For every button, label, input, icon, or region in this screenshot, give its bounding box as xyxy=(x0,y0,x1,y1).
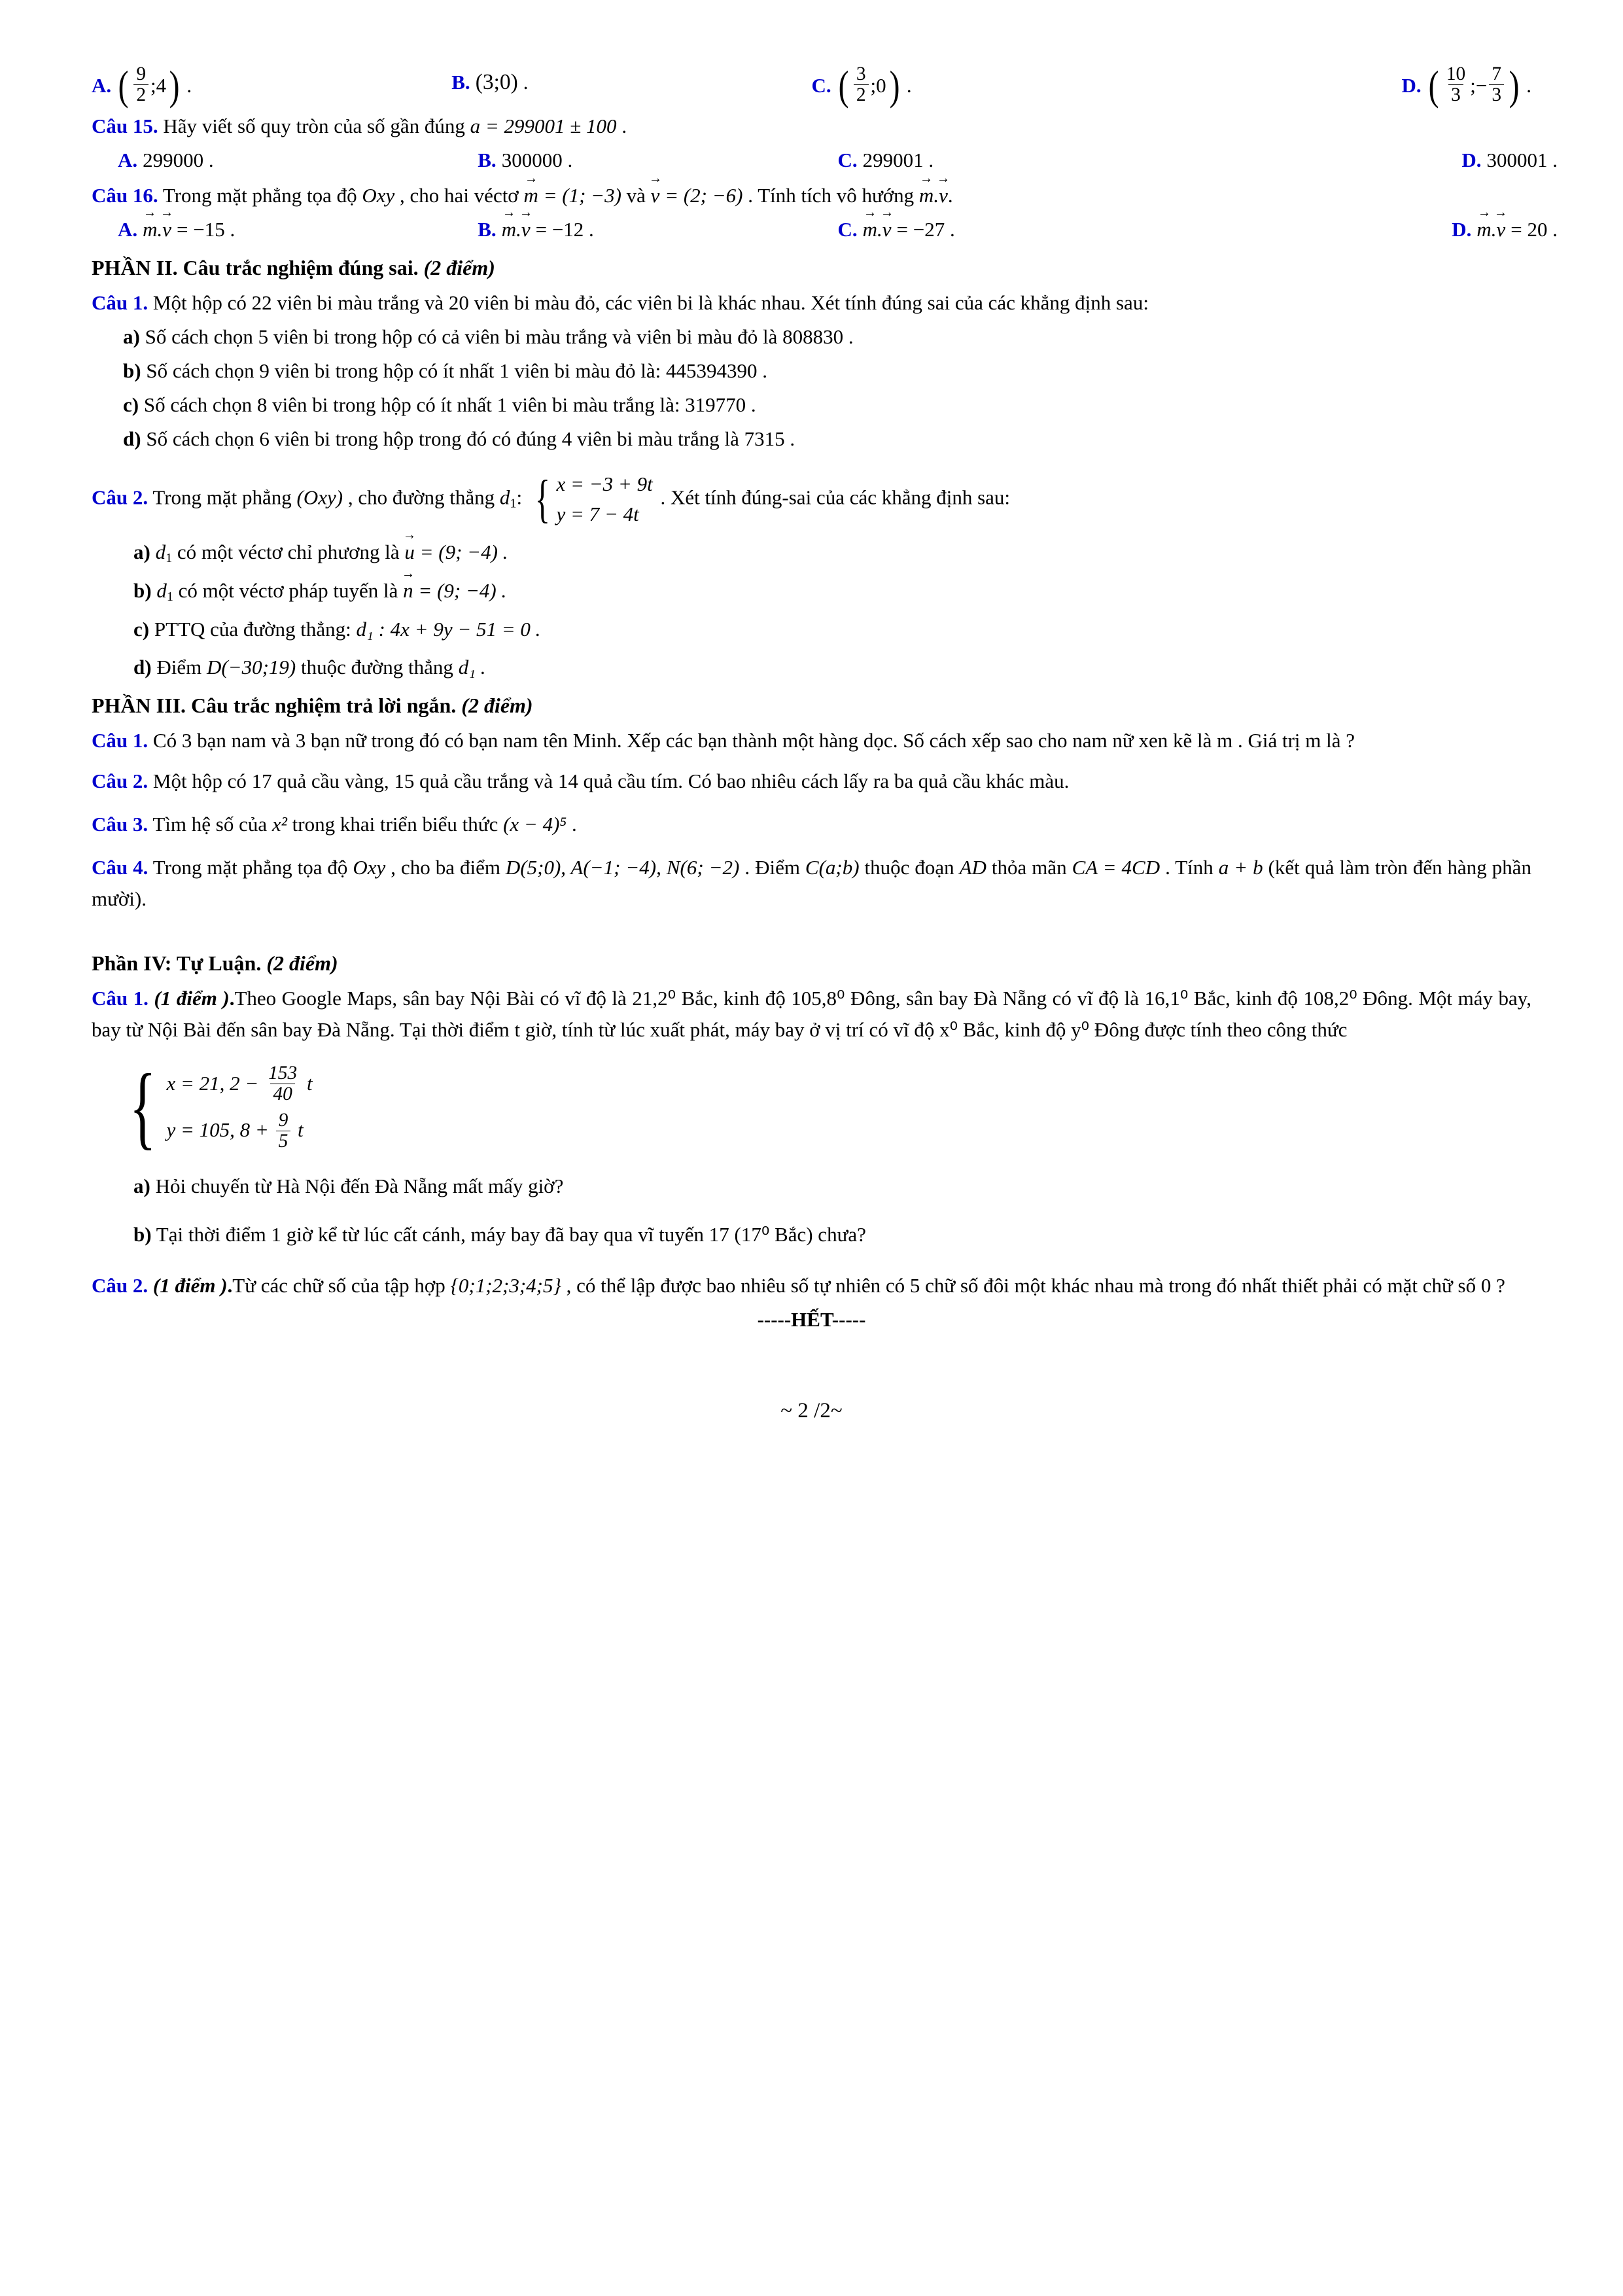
c2-item-b-sub: 1 xyxy=(166,590,173,605)
c2-item-c-text: PTTQ của đường thẳng: xyxy=(154,618,357,641)
c2-item-b-text: có một véctơ pháp tuyến là xyxy=(173,579,404,603)
phan4-cau1-text: Theo Google Maps, sân bay Nội Bài có vĩ độ là 21,2⁰ Bắc, kinh độ 105,8⁰ Đông, sân bay Đà Nẵng có vĩ độ là 16,1⁰ Bắc, kinh độ 108,2⁰ Đông. Một máy bay, bay từ Nội Bài đến sân bay Đà Nẵng. Tại thời điểm t giờ, tính từ lúc xuất phát, máy bay ở vị trí có vĩ độ x⁰ Bắc, kinh độ y⁰ Đông được tính theo công thức xyxy=(92,986,1531,1041)
formula-row1-pre: x = 21, 2 − xyxy=(166,1072,259,1095)
phan3-cau3-t2: trong khai triển biểu thức xyxy=(292,813,504,836)
phan4-cau2-set: {0;1;2;3;4;5} xyxy=(450,1273,561,1297)
phan4-cau1-points: (1 điểm ) xyxy=(154,986,230,1010)
c2-item-a-key: a) xyxy=(133,540,150,563)
cau15-opt-c-label: C. xyxy=(837,148,858,171)
cau16-v-eq: = (2; −6) xyxy=(659,183,743,207)
phan4-cau1-dot: . xyxy=(229,986,235,1010)
cau15-label: Câu 15. xyxy=(92,114,158,137)
phan4-cau2-dot: . xyxy=(227,1273,233,1297)
option-b-label: B. xyxy=(451,70,470,94)
phan3-cau3-math2: (x − 4)⁵ xyxy=(503,813,567,836)
phan2-cau1-label: Câu 1. xyxy=(92,291,148,314)
phan3-cau2-label: Câu 2. xyxy=(92,769,148,793)
cau16-option-b[interactable]: B. m →.v → = −12 . xyxy=(478,214,837,245)
cau16-t4: . Tính tích vô hướng xyxy=(748,183,919,207)
cau16-option-c[interactable]: C. m →.v → = −27 . xyxy=(838,214,1198,245)
phan3-cau3-label: Câu 3. xyxy=(92,813,148,836)
c2-item-b-pre: d xyxy=(156,579,167,603)
opt-a-frac-den: 2 xyxy=(133,84,148,105)
phan3-cau4-c: C(a;b) xyxy=(805,856,860,879)
phan3-cau3-math1: x² xyxy=(271,813,287,836)
option-d-label: D. xyxy=(1401,74,1422,97)
p4-item-a-key: a) xyxy=(133,1174,150,1197)
phan3-cau4-t2: , cho ba điểm xyxy=(391,856,506,879)
option-c[interactable] xyxy=(811,62,1172,109)
option-a-label: A. xyxy=(92,74,112,97)
c2-item-c-math: d₁ : 4x + 9y − 51 = 0 . xyxy=(356,618,541,641)
cau15-opt-d-value: 300001 . xyxy=(1486,148,1558,171)
phan4-cau1 xyxy=(92,983,1531,1046)
cau16-t5: . xyxy=(947,183,953,207)
question-cau15 xyxy=(92,111,1531,142)
phan2-cau2-item-c xyxy=(133,614,1531,645)
formula-row2-post: t xyxy=(298,1118,304,1142)
vector-m-icon: m → xyxy=(523,180,538,211)
phan2-cau2 xyxy=(92,469,1531,530)
cau16-opt-d-label: D. xyxy=(1452,217,1472,241)
formula-row2-pre: y = 105, 8 + xyxy=(166,1118,269,1142)
answer-row-top xyxy=(92,62,1531,109)
cau16-t1: Trong mặt phẳng tọa độ xyxy=(162,183,362,207)
phan3-cau4-t6: . Tính xyxy=(1165,856,1219,879)
cau15-option-c[interactable] xyxy=(838,145,1198,176)
phan2-cau2-item-a xyxy=(133,537,1531,569)
c2-item-d-math2: d₁ . xyxy=(458,656,486,679)
cau16-t3: và xyxy=(626,183,651,207)
section-heading-phan2 xyxy=(92,252,1531,285)
option-c-label: C. xyxy=(811,74,831,97)
cau16-opt-a-label: A. xyxy=(118,217,138,241)
phan3-cau3 xyxy=(92,809,1531,840)
opt-b-suffix: . xyxy=(523,70,529,94)
cau16-t2: , cho hai véctơ xyxy=(400,183,524,207)
section-heading-phan4 xyxy=(92,947,1531,980)
phan4-cau2-t2: , có thể lập được bao nhiêu số tự nhiên có 5 chữ số đôi một khác nhau mà trong đó nhất thiết phải có mặt chữ số 0 ? xyxy=(566,1273,1505,1297)
phan2-cau2-t1: Trong mặt phẳng xyxy=(152,486,297,509)
phan2-cau1-item-d xyxy=(123,423,1531,455)
c2-item-a-text: có một véctơ chỉ phương là xyxy=(172,540,405,563)
c2-item-a-pre: d xyxy=(155,540,166,563)
vector-n-icon: n → xyxy=(403,575,413,607)
phan3-cau4-pts: D(5;0), A(−1; −4), N(6; −2) xyxy=(505,856,740,879)
phan2-cau2-item-b xyxy=(133,575,1531,607)
phan4-heading: Phần IV: Tự Luận. xyxy=(92,951,262,976)
opt-d-sep: ;− xyxy=(1470,74,1488,97)
vector-v-icon: v → xyxy=(651,180,660,211)
phan2-points: (2 điểm) xyxy=(423,256,495,280)
formula-row-2 xyxy=(166,1106,312,1153)
phan2-cau1-item-b xyxy=(123,355,1531,387)
sys-row-1: x = −3 + 9t xyxy=(556,472,653,495)
cau15-opt-d-label: D. xyxy=(1461,148,1482,171)
p4-item-a-text: Hỏi chuyến từ Hà Nội đến Đà Nẵng mất mấy giờ? xyxy=(155,1174,564,1197)
p4-item-b-key: b) xyxy=(133,1222,152,1246)
phan3-cau4-label: Câu 4. xyxy=(92,856,148,879)
phan3-cau1-text: Có 3 bạn nam và 3 bạn nữ trong đó có bạn nam tên Minh. Xếp các bạn thành một hàng dọc. Số cách xếp sao cho nam nữ xen kẽ là m . Giá trị m là ? xyxy=(152,729,1355,752)
opt-d-frac1-den: 3 xyxy=(1448,84,1463,105)
cau15-opt-a-label: A. xyxy=(118,148,138,171)
phan2-cau1-item-a xyxy=(123,321,1531,353)
cau15-opt-a-value: 299000 . xyxy=(143,148,214,171)
phan2-cau1 xyxy=(92,287,1531,319)
opt-d-frac2-den: 3 xyxy=(1489,84,1504,105)
phan2-cau2-t3: . Xét tính đúng-sai của các khẳng định sau: xyxy=(660,486,1011,509)
phan3-cau1 xyxy=(92,725,1531,756)
formula-row-1 xyxy=(166,1060,312,1106)
formula-row1-num: 153 xyxy=(268,1063,298,1084)
c2-item-d-text: Điểm xyxy=(156,656,207,679)
phan2-cau1-text: Một hộp có 22 viên bi màu trắng và 20 viên bi màu đỏ, các viên bi là khác nhau. Xét tính đúng sai của các khẳng định sau: xyxy=(152,291,1149,314)
phan2-heading: PHẦN II. Câu trắc nghiệm đúng sai. xyxy=(92,256,419,280)
option-a-value: ( $\frac{9}{2}$ ;4 ) xyxy=(118,62,180,109)
formula-row1-post: t xyxy=(306,1072,313,1095)
cau16-opt-a-value: = −15 . xyxy=(177,217,236,241)
answer-row-cau16 xyxy=(92,214,1558,245)
cau15-opt-b-value: 300000 . xyxy=(501,148,573,171)
vector-v-icon-2: v → xyxy=(939,180,948,211)
cau16-opt-c-label: C. xyxy=(837,217,858,241)
formula-row1-den: 40 xyxy=(270,1084,294,1104)
p4-item-b-text: Tại thời điểm 1 giờ kể từ lúc cất cánh, máy bay đã bay qua vĩ tuyến 17 (17⁰ Bắc) chưa? xyxy=(156,1222,866,1246)
phan3-heading: PHẦN III. Câu trắc nghiệm trả lời ngắn. xyxy=(92,694,457,718)
answer-row-cau15 xyxy=(92,145,1558,176)
item-a-text: Số cách chọn 5 viên bi trong hộp có cả viên bi màu trắng và viên bi màu đỏ là 808830 . xyxy=(145,325,854,348)
phan2-cau2-item-d xyxy=(133,652,1531,683)
c2-item-b-key: b) xyxy=(133,579,152,603)
phan2-cau2-colon: : xyxy=(516,486,523,509)
sys-row-2: y = 7 − 4t xyxy=(556,503,639,526)
end-marker: -----HẾT----- xyxy=(757,1307,866,1331)
phan3-cau4-cond: CA = 4CD xyxy=(1072,856,1161,879)
phan3-cau3-t3: . xyxy=(571,813,577,836)
phan2-cau2-d1-sub: 1 xyxy=(510,496,517,511)
opt-a-rest: ;4 xyxy=(150,74,167,97)
cau15-opt-b-label: B. xyxy=(478,148,497,171)
phan4-cau2-label: Câu 2. xyxy=(92,1273,148,1297)
item-c-text: Số cách chọn 8 viên bi trong hộp có ít nhất 1 viên bi màu trắng là: 319770 . xyxy=(143,393,756,416)
item-d-text: Số cách chọn 6 viên bi trong hộp trong đó có đúng 4 viên bi màu trắng là 7315 . xyxy=(146,427,795,450)
c2-item-a-sub: 1 xyxy=(166,550,173,565)
phan3-points: (2 điểm) xyxy=(461,694,533,718)
phan4-cau1-item-b xyxy=(133,1219,1531,1250)
phan2-cau2-label: Câu 2. xyxy=(92,486,148,509)
item-b-key: b) xyxy=(123,359,141,382)
phan2-cau2-t2: , cho đường thẳng xyxy=(347,486,500,509)
item-b-text: Số cách chọn 9 viên bi trong hộp có ít nhất 1 viên bi màu đỏ là: 445394390 . xyxy=(146,359,767,382)
item-a-key: a) xyxy=(123,325,140,348)
option-a[interactable] xyxy=(92,62,451,109)
phan2-cau1-item-c xyxy=(123,389,1531,421)
option-b[interactable] xyxy=(451,65,811,99)
vector-m-icon-2: m → xyxy=(919,180,934,211)
phan3-cau2 xyxy=(92,766,1531,797)
phan3-cau2-text: Một hộp có 17 quả cầu vàng, 15 quả cầu trắng và 14 quả cầu tím. Có bao nhiêu cách lấy ra ba quả cầu khác màu. xyxy=(152,769,1070,793)
opt-d-frac2-num: 7 xyxy=(1492,63,1502,84)
c2-item-a-eq: = (9; −4) . xyxy=(414,540,508,563)
cau16-opt-d-value: = 20 . xyxy=(1510,217,1558,241)
phan3-cau4-t3: . Điểm xyxy=(744,856,805,879)
item-c-key: c) xyxy=(123,393,139,416)
phan4-cau2-points: (1 điểm ) xyxy=(152,1273,228,1297)
phan3-cau1-label: Câu 1. xyxy=(92,729,148,752)
c2-item-d-key: d) xyxy=(133,656,152,679)
phan3-cau4-t1: Trong mặt phẳng tọa độ xyxy=(152,856,353,879)
cau16-option-d[interactable]: D. m →.v → = 20 . xyxy=(1198,214,1558,245)
phan4-cau2 xyxy=(92,1270,1531,1301)
phan3-cau4-t5: thỏa mãn xyxy=(991,856,1072,879)
cau16-option-a[interactable]: A. m →.v → = −15 . xyxy=(92,214,478,245)
cau16-label: Câu 16. xyxy=(92,183,158,207)
opt-c-frac-num: 3 xyxy=(856,63,866,84)
item-d-key: d) xyxy=(123,427,141,450)
section-heading-phan3 xyxy=(92,690,1531,722)
cau15-text: Hãy viết số quy tròn của số gần đúng xyxy=(163,114,470,137)
c2-item-d-text2: thuộc đường thẳng xyxy=(300,656,459,679)
phan3-cau4-t7: (kết quả làm tròn đến hàng phần mười). xyxy=(92,856,1532,911)
phan4-cau2-t1: Từ các chữ số của tập hợp xyxy=(232,1273,451,1297)
cau16-opt-b-label: B. xyxy=(478,217,497,241)
phan3-cau4 xyxy=(92,852,1531,915)
phan4-points: (2 điểm) xyxy=(266,951,338,976)
formula-row2-den: 5 xyxy=(276,1131,291,1152)
cau16-opt-c-value: = −27 . xyxy=(896,217,955,241)
c2-item-b-eq: = (9; −4) . xyxy=(413,579,507,603)
phan3-cau4-ad: AD xyxy=(959,856,986,879)
c2-item-c-key: c) xyxy=(133,618,150,641)
page-footer: ~ 2 /2~ xyxy=(780,1398,843,1422)
formula-row2-num: 9 xyxy=(278,1109,288,1131)
vector-u-icon: u → xyxy=(404,537,415,568)
option-d[interactable] xyxy=(1172,62,1531,109)
option-b-value: (3;0) xyxy=(475,70,518,94)
c2-item-d-math: D(−30;19) xyxy=(206,656,296,679)
cau15-math: a = 299001 ± 100 xyxy=(470,114,617,137)
phan3-cau4-ab: a + b xyxy=(1218,856,1263,879)
opt-a-suffix: . xyxy=(186,74,192,97)
cau16-opt-b-value: = −12 . xyxy=(535,217,594,241)
option-d-value: ( $\frac{10}{3}$ ;− $\frac{7}{3}$ ) xyxy=(1428,62,1520,109)
opt-d-suffix: . xyxy=(1526,74,1531,97)
cau15-dot: . xyxy=(621,114,627,137)
cau16-m-eq: = (1; −3) xyxy=(538,183,621,207)
phan4-cau1-formula xyxy=(118,1055,1531,1159)
phan3-cau4-oxy: Oxy xyxy=(353,856,386,879)
phan2-cau2-oxy: (Oxy) xyxy=(296,486,343,509)
opt-c-rest: ;0 xyxy=(870,74,886,97)
cau16-oxy: Oxy xyxy=(362,183,395,207)
option-c-value: ( $\frac{3}{2}$ ;0 ) xyxy=(838,62,900,109)
system-equations-flight: { x = 21, 2 − $\frac{153}{40}$ t y = 105, 8 + $\frac{9}{5}$ t xyxy=(129,1055,313,1159)
cau15-option-a[interactable] xyxy=(92,145,478,176)
phan2-cau2-d1: d xyxy=(499,486,510,509)
opt-c-frac-den: 2 xyxy=(854,84,869,105)
cau15-opt-c-value: 299001 . xyxy=(862,148,934,171)
phan3-cau3-t1: Tìm hệ số của xyxy=(152,813,272,836)
question-cau16: Câu 16. Trong mặt phẳng tọa độ Oxy , cho hai véctơ m → = (1; −3) và v → = (2; −6) . Tính tích vô hướng m →.v →. xyxy=(92,180,1531,211)
opt-d-frac1-num: 10 xyxy=(1446,63,1466,84)
cau15-option-d[interactable] xyxy=(1198,145,1558,176)
system-equations-d1: { x = −3 + 9t y = 7 − 4t xyxy=(530,469,653,530)
opt-c-suffix: . xyxy=(906,74,912,97)
opt-a-frac-num: 9 xyxy=(136,63,147,84)
phan4-cau1-item-a xyxy=(133,1171,1531,1202)
phan4-cau1-label: Câu 1. xyxy=(92,986,148,1010)
phan3-cau4-t4: thuộc đoạn xyxy=(864,856,960,879)
